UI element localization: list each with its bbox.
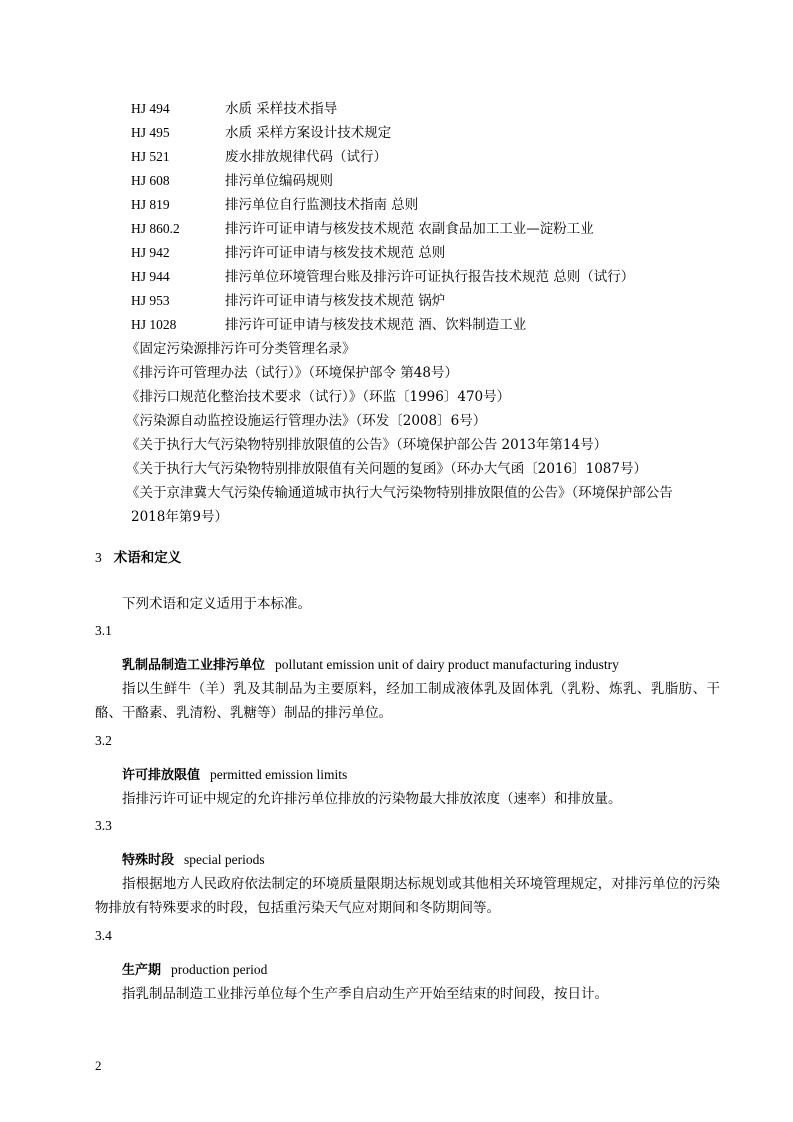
term-chinese: 乳制品制造工业排污单位 bbox=[122, 658, 266, 673]
reference-document-continuation: 2018年第9号） bbox=[131, 509, 228, 525]
standard-row bbox=[131, 121, 391, 145]
reference-document: 《固定污染源排污许可分类管理名录》 bbox=[126, 341, 356, 357]
term-english: pollutant emission unit of dairy product manufacturing industry bbox=[275, 657, 619, 672]
standard-row bbox=[131, 313, 526, 337]
standard-row bbox=[131, 145, 387, 169]
standard-code: HJ 494 bbox=[131, 101, 170, 116]
standard-code: HJ 495 bbox=[131, 125, 170, 140]
standard-code: HJ 942 bbox=[131, 245, 170, 260]
reference-document: 《排污许可管理办法（试行）》（环境保护部令 第48号） bbox=[126, 365, 458, 381]
standard-row bbox=[131, 193, 418, 217]
standard-title: 排污单位自行监测技术指南 总则 bbox=[225, 197, 419, 213]
standard-code: HJ 860.2 bbox=[131, 221, 180, 236]
standard-code: HJ 819 bbox=[131, 197, 170, 212]
standard-title: 排污许可证申请与核发技术规范 锅炉 bbox=[225, 293, 446, 309]
standard-code: HJ 521 bbox=[131, 149, 170, 164]
standard-row bbox=[131, 169, 333, 193]
section-intro: 下列术语和定义适用于本标准。 bbox=[122, 596, 311, 612]
reference-document: 《关于执行大气污染物特别排放限值有关问题的复函》（环办大气函〔2016〕1087号） bbox=[126, 461, 647, 477]
term-chinese: 特殊时段 bbox=[122, 853, 175, 868]
standard-row bbox=[131, 265, 634, 289]
term-definition: 指以生鲜牛（羊）乳及其制品为主要原料，经加工制成液体乳及固体乳（乳粉、炼乳、乳脂肪、干酪、干酪素、乳清粉、乳糖等）制品的排污单位。 bbox=[95, 681, 720, 721]
term-definition: 指排污许可证中规定的允许排污单位排放的污染物最大排放浓度（速率）和排放量。 bbox=[122, 791, 622, 807]
standard-code: HJ 608 bbox=[131, 173, 170, 188]
clause-number: 3.4 bbox=[95, 928, 112, 943]
term-definition: 指根据地方人民政府依法制定的环境质量限期达标规划或其他相关环境管理规定，对排污单位的污染物排放有特殊要求的时段，包括重污染天气应对期间和冬防期间等。 bbox=[95, 876, 720, 916]
standard-title: 排污单位编码规则 bbox=[225, 173, 333, 189]
term-definition: 指乳制品制造工业排污单位每个生产季自启动生产开始至结束的时间段，按日计。 bbox=[122, 986, 608, 1002]
standard-code: HJ 953 bbox=[131, 293, 170, 308]
standard-title: 水质 采样方案设计技术规定 bbox=[225, 125, 392, 141]
reference-document: 《关于执行大气污染物特别排放限值的公告》（环境保护部公告 2013年第14号） bbox=[126, 437, 608, 453]
standard-title: 废水排放规律代码（试行） bbox=[225, 149, 387, 165]
clause-number: 3.2 bbox=[95, 733, 112, 748]
term-heading bbox=[122, 763, 347, 788]
standard-code: HJ 1028 bbox=[131, 317, 177, 332]
standard-title: 排污许可证申请与核发技术规范 农副食品加工工业—淀粉工业 bbox=[225, 221, 594, 237]
clause-number: 3.1 bbox=[95, 623, 112, 638]
term-heading bbox=[122, 848, 265, 873]
standard-code: HJ 944 bbox=[131, 269, 170, 284]
standard-title: 排污单位环境管理台账及排污许可证执行报告技术规范 总则（试行） bbox=[225, 269, 635, 285]
standard-row bbox=[131, 241, 445, 265]
section-title: 术语和定义 bbox=[113, 550, 182, 566]
term-chinese: 生产期 bbox=[122, 963, 162, 978]
reference-document: 《关于京津冀大气污染传输通道城市执行大气污染物特别排放限值的公告》（环境保护部公告 bbox=[126, 485, 673, 501]
section-heading bbox=[95, 546, 181, 570]
section-number: 3 bbox=[95, 550, 102, 565]
reference-document: 《排污口规范化整治技术要求（试行）》（环监〔1996〕470号） bbox=[126, 389, 511, 405]
reference-document: 《污染源自动监控设施运行管理办法》（环发〔2008〕6号） bbox=[126, 413, 487, 429]
standard-row bbox=[131, 289, 445, 313]
term-heading bbox=[122, 958, 267, 983]
standard-title: 排污许可证申请与核发技术规范 酒、饮料制造工业 bbox=[225, 317, 527, 333]
standard-row bbox=[131, 97, 337, 121]
term-chinese: 许可排放限值 bbox=[122, 768, 201, 783]
page-number: 2 bbox=[95, 1058, 102, 1073]
standard-title: 水质 采样技术指导 bbox=[225, 101, 338, 117]
term-heading bbox=[122, 653, 619, 678]
term-english: special periods bbox=[184, 852, 265, 867]
term-english: production period bbox=[171, 962, 268, 977]
term-english: permitted emission limits bbox=[210, 767, 348, 782]
clause-number: 3.3 bbox=[95, 818, 112, 833]
standard-row bbox=[131, 217, 594, 241]
standard-title: 排污许可证申请与核发技术规范 总则 bbox=[225, 245, 446, 261]
